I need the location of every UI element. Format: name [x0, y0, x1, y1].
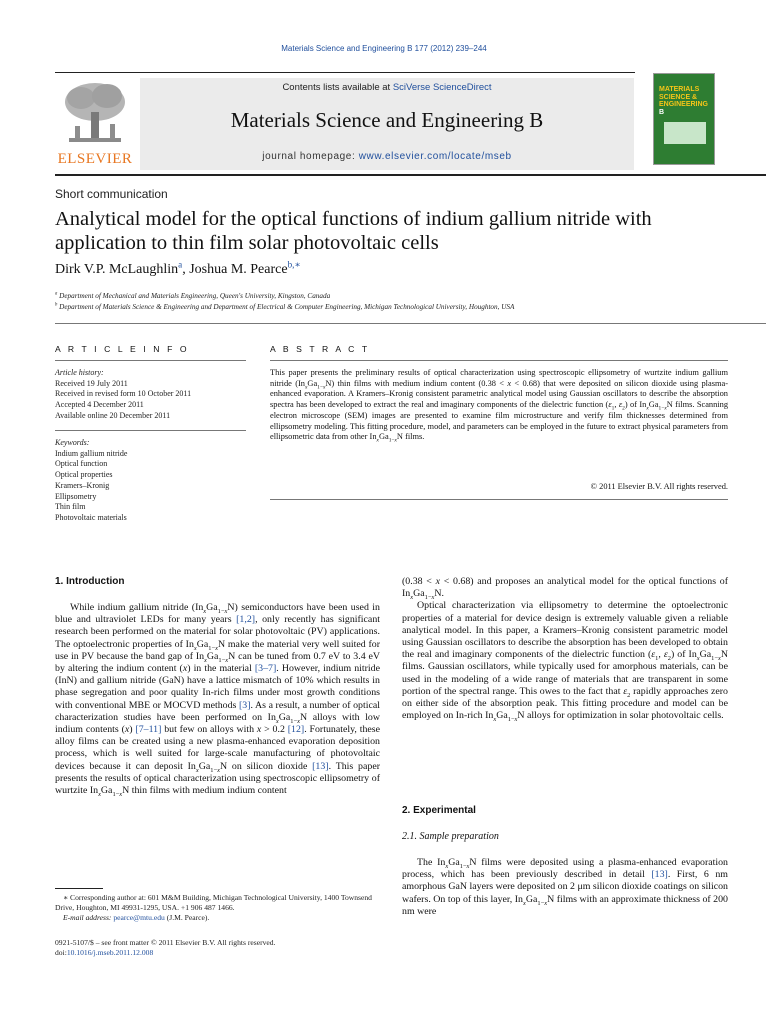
- abstract-rule: [270, 360, 728, 361]
- history-entry: Accepted 4 December 2011: [55, 400, 144, 410]
- subsection-heading-sample-preparation: 2.1. Sample preparation: [402, 831, 499, 842]
- doi-line: [55, 948, 380, 958]
- journal-reference[interactable]: Materials Science and Engineering B 177 (2012) 239–244: [281, 44, 487, 53]
- article-info-rule: [55, 360, 246, 361]
- keyword: Ellipsometry: [55, 491, 97, 501]
- journal-homepage: [140, 151, 634, 162]
- email-suffix: (J.M. Pearce).: [164, 913, 210, 922]
- elsevier-wordmark: ELSEVIER: [57, 151, 133, 167]
- header-divider: [55, 323, 766, 324]
- keyword: Kramers–Kronig: [55, 480, 110, 490]
- affiliation-text: Department of Materials Science & Engineering and Department of Electrical & Computer Engineering, Michigan Technological University, Houghton, USA: [59, 303, 515, 311]
- cover-title-line: SCIENCE &: [659, 93, 698, 101]
- keyword: Thin film: [55, 502, 86, 512]
- email-link[interactable]: pearce@mtu.edu: [113, 913, 165, 922]
- sciencedirect-link[interactable]: SciVerse ScienceDirect: [392, 82, 492, 93]
- journal-title: Materials Science and Engineering B: [230, 108, 544, 132]
- section-heading-experimental: 2. Experimental: [402, 805, 476, 816]
- doi-label: doi:: [55, 948, 67, 957]
- keyword: Indium gallium nitride: [55, 448, 128, 458]
- doi-link[interactable]: 10.1016/j.mseb.2011.12.008: [66, 948, 154, 957]
- article-history: [55, 368, 246, 422]
- article-type: Short communication: [55, 187, 168, 201]
- keyword: Optical properties: [55, 470, 113, 480]
- cover-title-line: ENGINEERING: [659, 101, 709, 108]
- experimental-text: The $In_xGa_{1-x}N$ films were deposited using a plasma-enhanced evaporation process, which has been previously described in detail [13]. First, 6 nm amorphous GaN layers were deposited on 2 μm silicon dioxide coatings on silicon wafers. On top of this layer, $In_xGa_{1-x}N$ films with an approximate thickness of 200 nm were: [402, 857, 728, 917]
- contents-prefix: Contents lists available at: [282, 82, 393, 93]
- journal-cover-thumbnail: [653, 73, 715, 165]
- cover-letter: B: [659, 108, 665, 116]
- footnote: [55, 893, 380, 923]
- affiliation-mark: b: [55, 302, 58, 308]
- header-rule: [55, 72, 635, 73]
- email-line: [55, 913, 380, 923]
- history-entry: Received 19 July 2011: [55, 378, 128, 388]
- article-title: Analytical model for the optical functions of indium gallium nitride with application to thin film solar photovoltaic cells: [55, 208, 652, 254]
- author-name: Dirk V.P. McLaughlin: [55, 262, 179, 277]
- email-label: E-mail address:: [63, 913, 114, 922]
- author-mark[interactable]: b,∗: [287, 259, 301, 270]
- author-name: Joshua M. Pearce: [189, 262, 288, 277]
- abstract-bottom-rule: [270, 499, 728, 500]
- history-entry: Received in revised form 10 October 2011: [55, 389, 192, 399]
- cover-image: [664, 122, 706, 144]
- copyright-notice: © 2011 Elsevier B.V. All rights reserved.: [590, 482, 728, 491]
- article-info-heading: A R T I C L E I N F O: [55, 344, 190, 354]
- homepage-prefix: journal homepage:: [262, 151, 359, 162]
- history-label: Article history:: [55, 368, 104, 377]
- abstract-heading: A B S T R A C T: [270, 344, 370, 354]
- issn-line: 0921-5107/$ – see front matter © 2011 Elsevier B.V. All rights reserved.: [55, 938, 276, 947]
- affiliation: [55, 303, 514, 311]
- keywords: [55, 438, 246, 524]
- keywords-label: Keywords:: [55, 438, 90, 447]
- introduction-text: While indium gallium nitride $(In_xGa_{1-x}N)$ semiconductors have been used in blue and ultraviolet LEDs for many years [1,2], only recently has significant research been performed on the material for solar photovoltaic (PV) applications. The optoelectronic properties of $In_xGa_{1-x}N$ make the material very well suited for use in PV because the band gap of $In_xGa_{1-x}N$ can be tuned from 0.7 eV to 3.4 eV by altering the indium content (x) in the material [3–7]. However, indium nitride (InN) and gallium nitride (GaN) have a lattice mismatch of 10% which results in phase segregation and poor quality In-rich films under most growth conditions with conventional MBE or MOCVD methods [3]. As a result, a number of optical characterization studies have been performed on $In_xGa_{1-x}N$ alloys with low indium contents (x) [7–11] but few on alloys with x > 0.2 [12]. Fortunately, these alloy films can be created using a new plasma-enhanced evaporation deposition process, which is well suited for large-scale manufacturing of photovoltaic devices because it can deposit $In_xGa_{1-x}N$ on silicon dioxide [13]. This paper presents the results of optical characterization using spectroscopic ellipsometry of wurtzite $In_xGa_{1-x}N$ thin films with medium indium content: [55, 602, 381, 799]
- contents-line: [140, 82, 634, 93]
- keyword: Photovoltaic materials: [55, 512, 127, 522]
- history-entry: Available online 20 December 2011: [55, 410, 171, 420]
- corresponding-author: ∗ Corresponding author at: 601 M&M Building, Michigan Technological University, 1400 Townsend Drive, Houghton, MI 49931-1295, USA. +1 906 487 1466.: [55, 893, 372, 912]
- author-list: Dirk V.P. McLaughlin$^a$, Joshua M. Pearce$^{b,∗}$: [55, 259, 301, 277]
- footnote-rule: [55, 888, 103, 889]
- introduction-text-continued: (0.38 < x < 0.68) and proposes an analytical model for the optical functions of $In_xGa_{1-x}N$. Optical characterization via ellipsometry to determine the optoelectronic properties of a material for device design is extremely valuable given a reliable analytical model. In this paper, a Kramers–Kronig consistent parametric model using Gaussian oscillators to describe the absorption has been developed to obtain the real and imaginary components of the dielectric function ($\varepsilon_1$, $\varepsilon_2$) of $In_xGa_{1-x}N$ films. Gaussian oscillators, while typically used for amorphous materials, can be used in the modeling of a wide range of materials that are transparent in some portion of the spectral range. This owes to the fact that $\varepsilon_2$ rapidly approaches zero on either side of the absorption peak. This fitting procedure and model can be employed on In-rich $In_xGa_{1-x}N$ alloys for optimization in solar photovoltaic cells.: [402, 576, 728, 724]
- affiliation-mark: a: [55, 291, 58, 297]
- homepage-link[interactable]: www.elsevier.com/locate/mseb: [358, 151, 512, 162]
- cover-title-line: MATERIALS: [659, 86, 700, 93]
- section-heading-introduction: 1. Introduction: [55, 576, 125, 587]
- affiliation-text: Department of Mechanical and Materials Engineering, Queen's University, Kingston, Canada: [59, 292, 331, 300]
- history-rule: [55, 430, 246, 431]
- cover-title: [659, 86, 708, 116]
- publication-info: [55, 938, 380, 958]
- affiliation: [55, 292, 330, 300]
- author-mark[interactable]: a: [178, 259, 183, 270]
- keyword: Optical function: [55, 459, 108, 469]
- banner-rule: [55, 174, 766, 176]
- abstract-text: This paper presents the preliminary results of optical characterization using spectroscopic ellipsometry of wurtzite indium gallium nitride $(In_xGa_{1-x}N)$ thin films with medium indium content (0.38 < x < 0.68) that were deposited on silicon dioxide using plasma-enhanced evaporation. A Kramers–Kronig consistent parametric analytical model using Gaussian oscillators to describe the absorption spectra has been developed to extract the real and imaginary components of the dielectric function ($\varepsilon_1$, $\varepsilon_2$) of $In_xGa_{1-x}N$ films. Scanning electron microscope (SEM) images are presented to examine film microstructure and verify film thicknesses determined from ellipsometry modeling. This fitting procedure, model, and parameters can be employed in the future to extract physical parameters from ellipsometric data from other $In_xGa_{1-x}N$ films.: [270, 368, 729, 444]
